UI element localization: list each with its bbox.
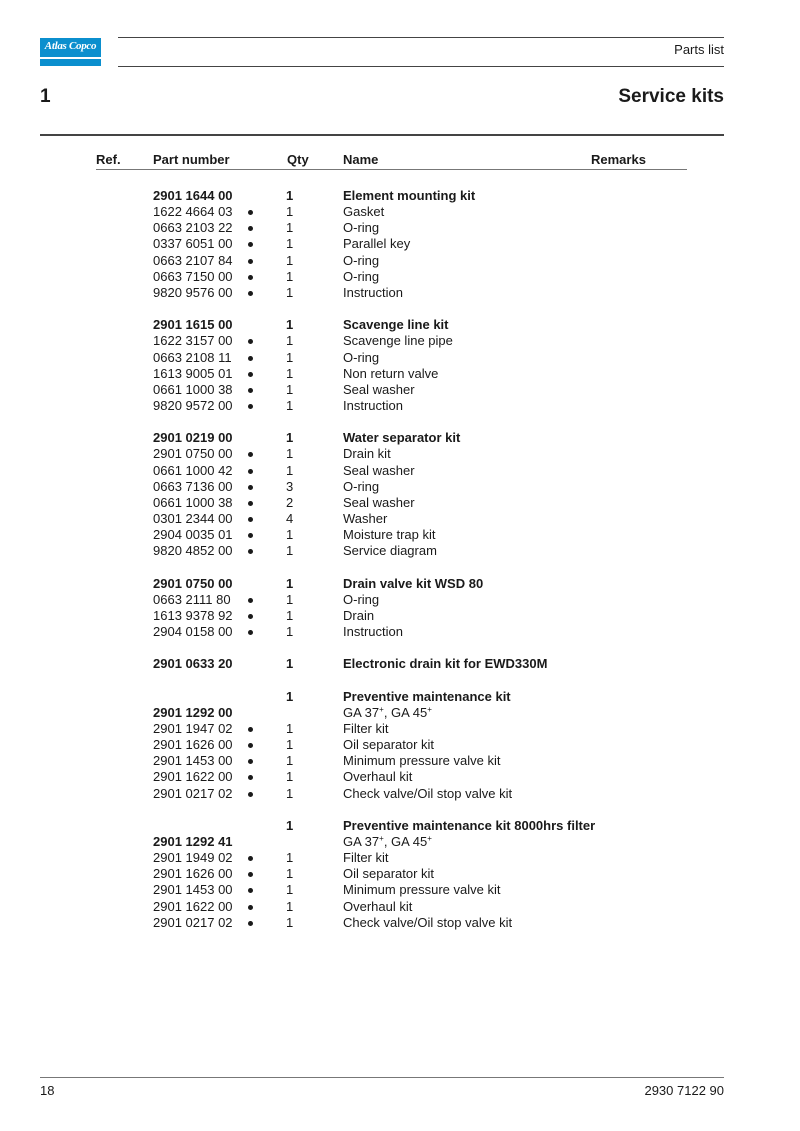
item-name: Filter kit [343,850,389,866]
item-qty: 1 [286,898,294,914]
item-part-number: 2901 0217 02 [153,914,233,930]
kit-qty: 1 [286,317,294,333]
item-name: Oil separator kit [343,866,435,882]
included-bullet-icon [248,404,253,409]
kit-part-number: 2901 1292 00 [153,704,233,720]
item-qty: 3 [286,478,294,494]
item-part-number: 0661 1000 38 [153,494,233,510]
kit-qty: 1 [286,817,294,833]
item-qty: 1 [286,204,294,220]
item-part-number: 2901 0750 00 [153,446,233,462]
included-bullet-icon [248,372,253,377]
col-header-remarks: Remarks [591,152,646,167]
included-bullet-icon [248,452,253,457]
item-name: Washer [343,511,388,526]
item-qty: 1 [286,349,294,365]
item-name: Drain [343,607,375,623]
item-qty: 1 [286,333,294,349]
item-qty: 1 [286,624,294,640]
item-part-number: 9820 9572 00 [153,397,233,413]
footer-rule [40,1077,724,1078]
item-qty: 2 [286,494,294,510]
kit-part-number: 2901 1292 41 [153,834,233,849]
kit-qty: 1 [286,430,294,446]
col-header-part-number: Part number [153,152,230,167]
included-bullet-icon [248,549,253,554]
kit-part-number: 2901 0633 20 [153,656,233,672]
kit-qty: 1 [286,688,294,704]
col-header-ref: Ref. [96,152,121,167]
item-name: O-ring [343,478,380,494]
item-qty: 1 [286,268,294,284]
item-qty: 1 [286,397,294,413]
item-name: Gasket [343,204,385,220]
included-bullet-icon [248,759,253,764]
superscript-mark: + [379,834,384,843]
included-bullet-icon [248,792,253,797]
item-name: Overhaul kit [343,769,413,785]
item-name: O-ring [343,591,380,607]
item-name: Parallel key [343,236,411,252]
kit-part-number: 2901 0219 00 [153,430,233,446]
item-name: Minimum pressure valve kit [343,753,501,769]
kit-name: Drain valve kit WSD 80 [343,575,484,591]
item-part-number: 1622 3157 00 [153,333,233,349]
item-name: Minimum pressure valve kit [343,882,501,898]
item-qty: 1 [286,882,294,898]
item-part-number: 9820 9576 00 [153,284,233,300]
item-qty: 1 [286,720,294,736]
kit-applicability [343,834,432,850]
item-part-number: 0663 2103 22 [153,220,233,236]
document-number: 2930 7122 90 [644,1083,724,1098]
item-name: O-ring [343,349,380,365]
included-bullet-icon [248,501,253,506]
item-qty: 1 [286,850,294,866]
kit-qty: 1 [286,656,294,672]
kit-name: Electronic drain kit for EWD330M [343,656,548,672]
included-bullet-icon [248,469,253,474]
item-qty: 1 [286,527,294,543]
item-name: O-ring [343,252,380,268]
item-part-number: 9820 4852 00 [153,543,233,559]
included-bullet-icon [248,905,253,910]
item-qty: 4 [286,511,294,526]
included-bullet-icon [248,485,253,490]
item-name: Non return valve [343,365,439,381]
col-header-name: Name [343,152,379,167]
item-name: O-ring [343,220,380,236]
item-part-number: 0661 1000 38 [153,381,233,397]
item-part-number: 2904 0158 00 [153,624,233,640]
item-qty: 1 [286,753,294,769]
included-bullet-icon [248,533,253,538]
item-name: Check valve/Oil stop valve kit [343,914,513,930]
item-part-number: 2901 1622 00 [153,898,233,914]
kit-part-number: 2901 1644 00 [153,188,233,203]
item-name: Instruction [343,284,403,300]
model-text: , GA 45 [383,704,428,720]
superscript-mark: + [427,834,432,843]
included-bullet-icon [248,888,253,893]
included-bullet-icon [248,598,253,603]
kit-name: Element mounting kit [343,188,476,203]
item-name: Overhaul kit [343,898,413,914]
item-qty: 1 [286,543,294,559]
item-name: Instruction [343,624,403,640]
kit-qty: 1 [286,575,294,591]
section-number: 1 [40,86,51,107]
item-part-number: 2901 1622 00 [153,769,233,785]
included-bullet-icon [248,339,253,344]
item-part-number: 1613 9005 01 [153,365,233,381]
included-bullet-icon [248,259,253,264]
item-part-number: 2901 1949 02 [153,850,233,866]
superscript-mark: + [427,704,432,714]
col-header-qty: Qty [287,152,309,167]
item-part-number: 0301 2344 00 [153,511,233,526]
item-qty: 1 [286,591,294,607]
included-bullet-icon [248,226,253,231]
logo-text: Atlas Copco [44,40,97,52]
included-bullet-icon [248,856,253,861]
item-name: Filter kit [343,720,389,736]
item-name: Seal washer [343,381,415,397]
item-part-number: 2904 0035 01 [153,527,233,543]
item-name: Service diagram [343,543,437,559]
kit-qty: 1 [286,188,294,203]
item-name: Moisture trap kit [343,527,436,543]
kit-name: Preventive maintenance kit [343,688,511,704]
included-bullet-icon [248,630,253,635]
item-qty: 1 [286,462,294,478]
item-qty: 1 [286,252,294,268]
item-part-number: 1622 4664 03 [153,204,233,220]
item-part-number: 2901 1947 02 [153,720,233,736]
item-qty: 1 [286,365,294,381]
kit-part-number: 2901 0750 00 [153,575,233,591]
item-name: Instruction [343,397,403,413]
section-title: Service kits [618,86,724,107]
doc-type-label: Parts list [674,42,724,57]
item-part-number: 0663 7150 00 [153,268,233,284]
item-part-number: 0337 6051 00 [153,236,233,252]
item-part-number: 0663 2107 84 [153,252,233,268]
item-part-number: 2901 1453 00 [153,882,233,898]
included-bullet-icon [248,743,253,748]
item-name: Check valve/Oil stop valve kit [343,785,513,801]
kit-applicability [343,705,432,721]
kit-name: Water separator kit [343,430,461,446]
included-bullet-icon [248,775,253,780]
item-part-number: 2901 0217 02 [153,785,233,801]
included-bullet-icon [248,356,253,361]
item-qty: 1 [286,446,294,462]
item-name: Oil separator kit [343,737,435,753]
model-text: GA 37 [343,704,380,720]
item-part-number: 1613 9378 92 [153,607,233,623]
item-qty: 1 [286,737,294,753]
model-text: , GA 45 [383,834,428,849]
item-qty: 1 [286,284,294,300]
kit-part-number: 2901 1615 00 [153,317,233,333]
kit-name: Preventive maintenance kit 8000hrs filter [343,817,596,833]
included-bullet-icon [248,614,253,619]
item-name: Scavenge line pipe [343,333,453,349]
item-name: Seal washer [343,494,415,510]
included-bullet-icon [248,210,253,215]
item-part-number: 0661 1000 42 [153,462,233,478]
model-text: GA 37 [343,834,380,849]
included-bullet-icon [248,275,253,280]
included-bullet-icon [248,291,253,296]
included-bullet-icon [248,727,253,732]
item-qty: 1 [286,769,294,785]
included-bullet-icon [248,242,253,247]
item-qty: 1 [286,785,294,801]
item-qty: 1 [286,914,294,930]
item-qty: 1 [286,866,294,882]
item-part-number: 2901 1453 00 [153,753,233,769]
kit-name: Scavenge line kit [343,317,449,333]
item-qty: 1 [286,607,294,623]
item-qty: 1 [286,236,294,252]
included-bullet-icon [248,517,253,522]
item-part-number: 0663 2111 80 [153,591,231,607]
item-qty: 1 [286,220,294,236]
item-part-number: 2901 1626 00 [153,866,233,882]
included-bullet-icon [248,872,253,877]
item-part-number: 0663 2108 11 [153,349,232,365]
item-part-number: 0663 7136 00 [153,478,233,494]
item-part-number: 2901 1626 00 [153,737,233,753]
included-bullet-icon [248,388,253,393]
item-name: Seal washer [343,462,415,478]
included-bullet-icon [248,921,253,926]
superscript-mark: + [379,704,384,714]
item-name: Drain kit [343,446,391,462]
item-name: O-ring [343,268,380,284]
page-number: 18 [40,1083,55,1098]
item-qty: 1 [286,381,294,397]
